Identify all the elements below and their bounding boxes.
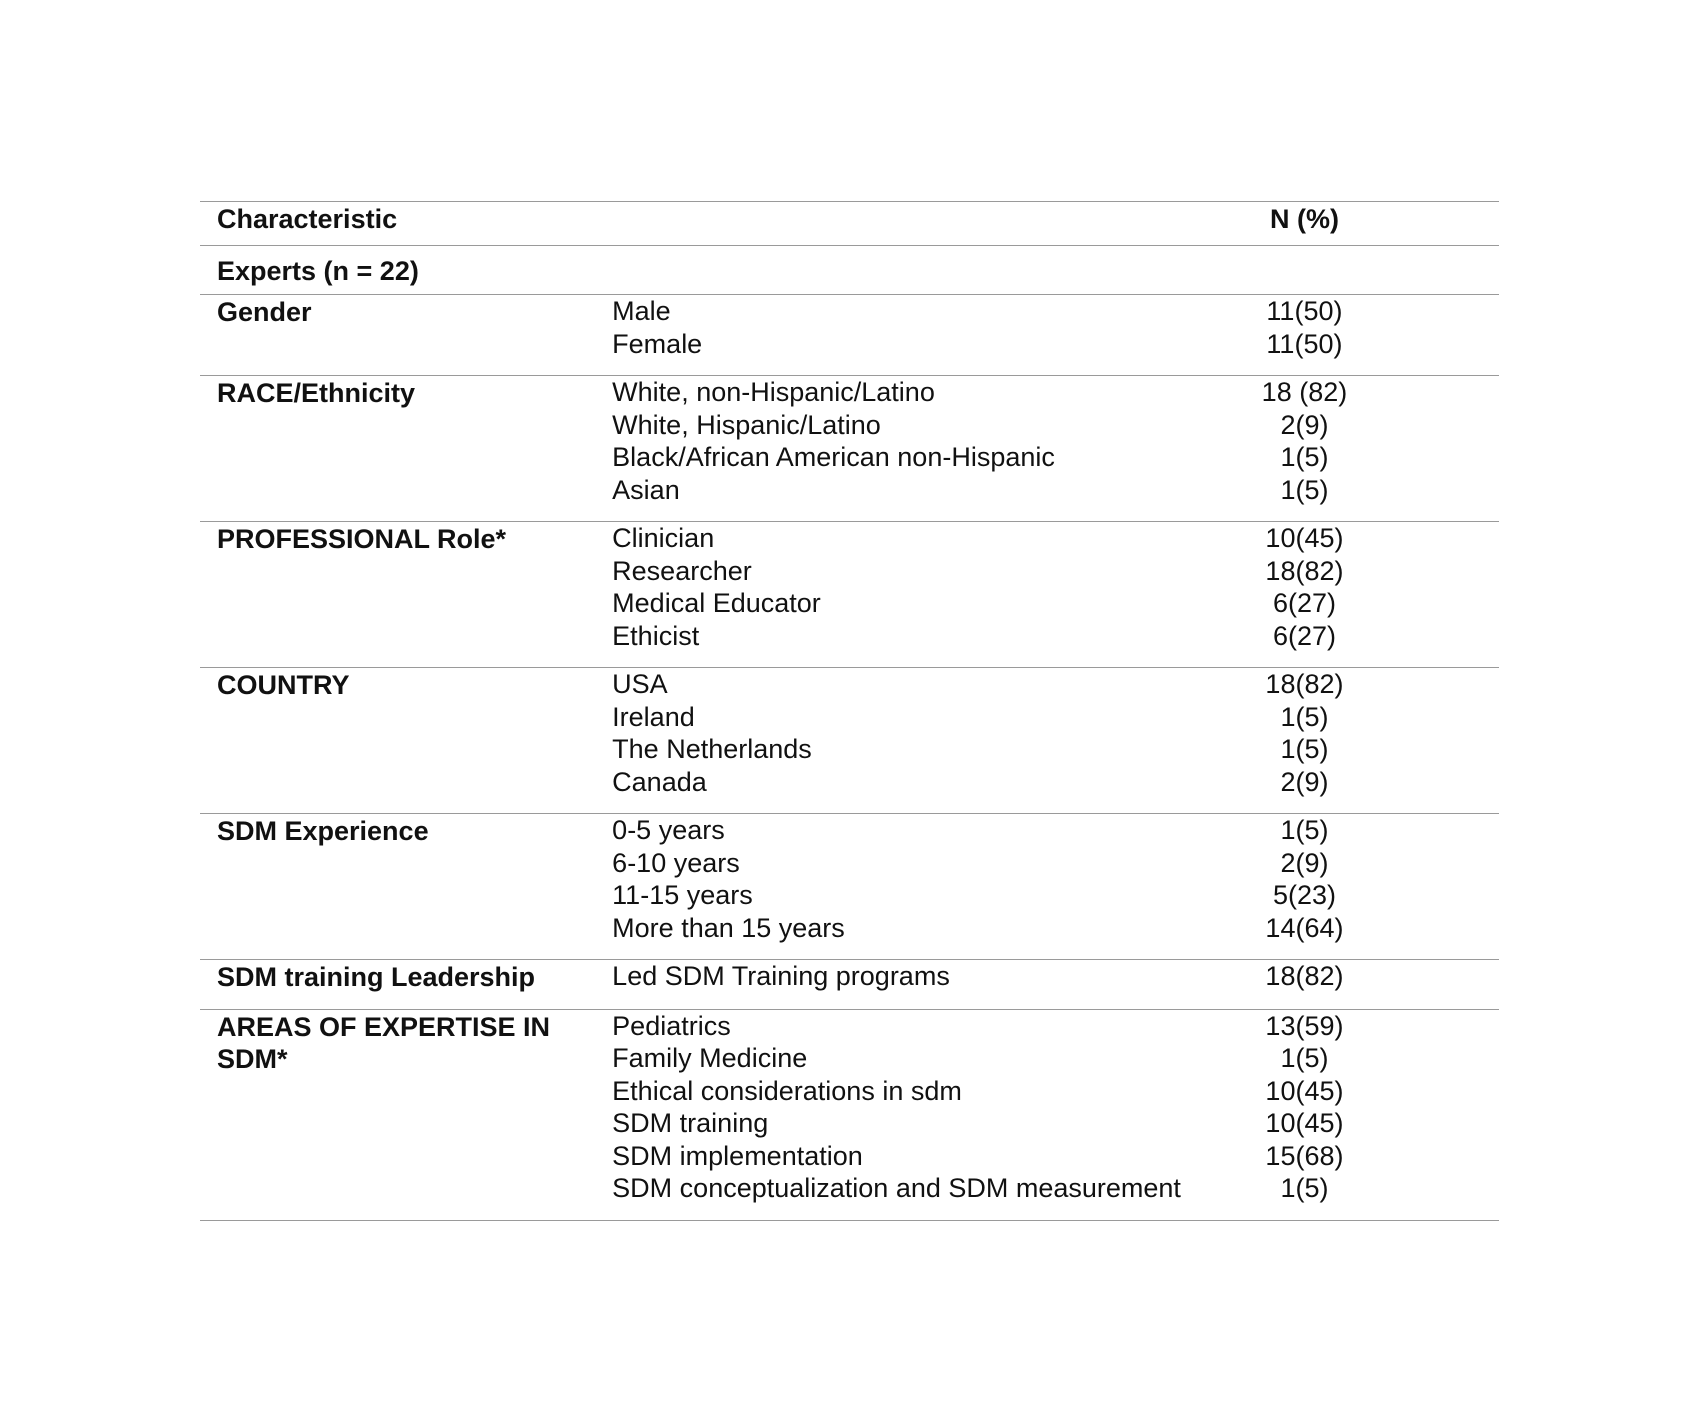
section-label [200,960,611,1010]
value-column [1209,668,1399,798]
value-text: 10(45) [1265,1108,1344,1138]
category-text: Ethical considerations in sdm [612,1075,962,1106]
category-text: Pediatrics [612,1010,731,1041]
value-text: 2(9) [1280,409,1329,440]
category-text: Male [612,296,671,326]
value-text: 18 (82) [1261,377,1348,407]
category-text: The Netherlands [612,734,812,764]
category-text: Black/African American non-Hispanic [612,442,1055,472]
value-text: 1(5) [1280,442,1329,472]
section-label-text: PROFESSIONAL Role* [217,524,507,554]
section-label-text: AREAS OF EXPERTISE IN [217,1011,551,1042]
value-cell [1209,522,1499,668]
category-text: Led SDM Training programs [612,961,950,991]
value-cell [1209,376,1499,522]
value-cell [1209,295,1499,376]
value-text: 1(5) [1280,1043,1329,1073]
table-row [200,960,1499,1010]
value-text: 15(68) [1265,1140,1344,1171]
category-text: SDM training [612,1108,769,1138]
header-characteristic: Characteristic [200,202,611,246]
value-cell [1209,668,1499,814]
section-label [200,814,611,960]
category-cell [611,668,1209,814]
value-text: 2(9) [1280,766,1329,797]
category-cell [611,1009,1209,1220]
category-text: Asian [612,474,680,505]
value-column [1209,295,1399,360]
category-text: SDM implementation [612,1140,863,1171]
table-row [200,376,1499,522]
value-text: 11(50) [1266,328,1343,359]
category-cell [611,376,1209,522]
category-text: Female [612,328,703,359]
value-cell [1209,960,1499,1010]
group-label-experts: Experts (n = 22) [200,245,1499,295]
section-label-text: SDM* [217,1044,288,1074]
section-label [200,376,611,522]
characteristics-table [200,201,1499,1221]
section-label-text: Gender [217,297,312,327]
table-row [200,814,1499,960]
section-label-text: SDM Experience [217,816,429,846]
value-column [1209,814,1399,944]
category-cell [611,295,1209,376]
section-label [200,668,611,814]
table-sections [200,295,1499,1221]
category-text: Family Medicine [612,1043,808,1073]
category-text: White, non-Hispanic/Latino [612,377,935,407]
value-text: 1(5) [1280,734,1329,764]
value-text: 18(82) [1265,555,1344,586]
group-row [200,245,1499,295]
category-text: Ethicist [612,620,700,651]
value-text: 11(50) [1266,296,1343,326]
category-text: SDM conceptualization and SDM measurement [612,1173,1181,1203]
value-text: 10(45) [1265,523,1344,553]
section-label-text: RACE/Ethnicity [217,378,416,408]
category-text: USA [612,669,668,699]
header-n-pct-cell [1209,202,1499,246]
value-text: 5(23) [1272,880,1336,910]
section-label-text: COUNTRY [217,670,350,700]
category-text: Ireland [612,701,695,732]
value-text: 10(45) [1265,1075,1344,1106]
value-column [1209,960,1399,993]
value-column [1209,376,1399,506]
table-row [200,522,1499,668]
table-row [200,1009,1499,1220]
category-text: Canada [612,766,707,797]
value-text: 1(5) [1280,474,1329,505]
section-label [200,295,611,376]
value-cell [1209,814,1499,960]
table-row [200,668,1499,814]
category-cell [611,960,1209,1010]
value-text: 1(5) [1280,815,1329,845]
category-text: White, Hispanic/Latino [612,409,881,440]
category-text: 11-15 years [612,880,753,910]
header-n-pct: N (%) [1269,204,1339,234]
section-label-text: SDM training Leadership [217,962,536,992]
table-row [200,295,1499,376]
category-cell [611,522,1209,668]
value-cell [1209,1009,1499,1220]
category-text: 0-5 years [612,815,725,845]
value-text: 2(9) [1280,847,1329,878]
section-label [200,522,611,668]
category-text: Medical Educator [612,588,821,618]
value-text: 18(82) [1265,669,1344,699]
value-text: 6(27) [1272,620,1336,651]
value-text: 6(27) [1272,588,1336,618]
value-column [1209,1010,1399,1205]
category-text: More than 15 years [612,912,845,943]
value-text: 18(82) [1265,961,1344,991]
value-text: 13(59) [1265,1010,1344,1041]
value-text: 1(5) [1280,701,1329,732]
table-header-row [200,202,1499,246]
category-text: Clinician [612,523,715,553]
value-column [1209,522,1399,652]
section-label [200,1009,611,1220]
value-text: 1(5) [1280,1173,1329,1203]
category-cell [611,814,1209,960]
category-text: Researcher [612,555,752,586]
category-text: 6-10 years [612,847,740,878]
value-text: 14(64) [1265,912,1344,943]
header-category-blank [611,202,1209,246]
